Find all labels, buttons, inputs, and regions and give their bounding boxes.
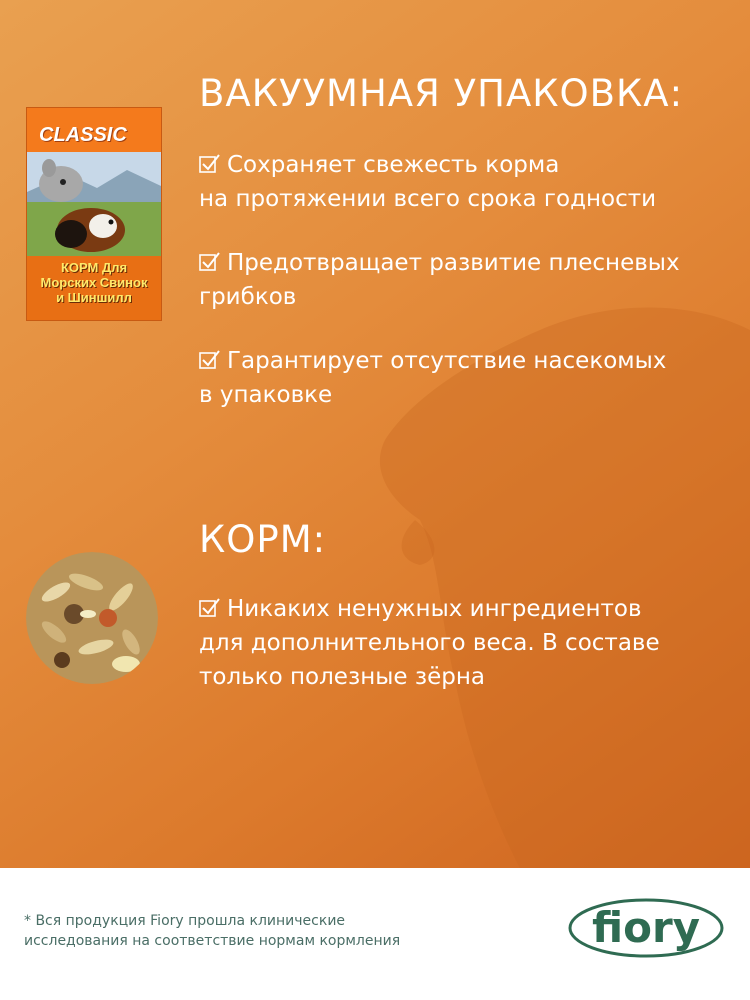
bullet-text: Гарантирует отсутствие насекомых: [227, 348, 667, 374]
packaging-bullet-2: [199, 246, 729, 314]
product-package-image: [26, 107, 162, 321]
checkmark-icon: [199, 596, 221, 618]
bullet-text: Сохраняет свежесть корма: [227, 152, 560, 178]
food-heading: КОРМ:: [199, 518, 327, 561]
guinea-pig-chinchilla-image: [27, 152, 161, 262]
bullet-text: только полезные зёрна: [199, 664, 485, 690]
checkmark-icon: [199, 348, 221, 370]
package-brand: CLASSIC: [39, 124, 127, 146]
bullet-text: для дополнительного веса. В составе: [199, 630, 660, 656]
fiory-logo: [566, 890, 726, 962]
food-bullet-1: [199, 592, 729, 694]
bullet-text: в упаковке: [199, 382, 333, 408]
checkmark-icon: [199, 152, 221, 174]
bullet-text: Предотвращает развитие плесневых: [227, 250, 680, 276]
bullet-text: на протяжении всего срока годности: [199, 186, 657, 212]
packaging-bullet-1: [199, 148, 729, 216]
grain-mix-image: [26, 552, 158, 684]
bullet-text: Никаких ненужных ингредиентов: [227, 596, 642, 622]
bullet-text: грибков: [199, 284, 297, 310]
footer-note: * Вся продукция Fiory прошла клинические исследования на соответствие нормам кормления: [24, 913, 401, 949]
packaging-heading: ВАКУУМНАЯ УПАКОВКА:: [199, 72, 684, 115]
package-label: КОРМ Для Морских Свинок и Шиншилл: [27, 256, 161, 320]
checkmark-icon: [199, 250, 221, 272]
svg-text:fiory: fiory: [591, 903, 701, 952]
packaging-bullet-3: [199, 344, 729, 412]
